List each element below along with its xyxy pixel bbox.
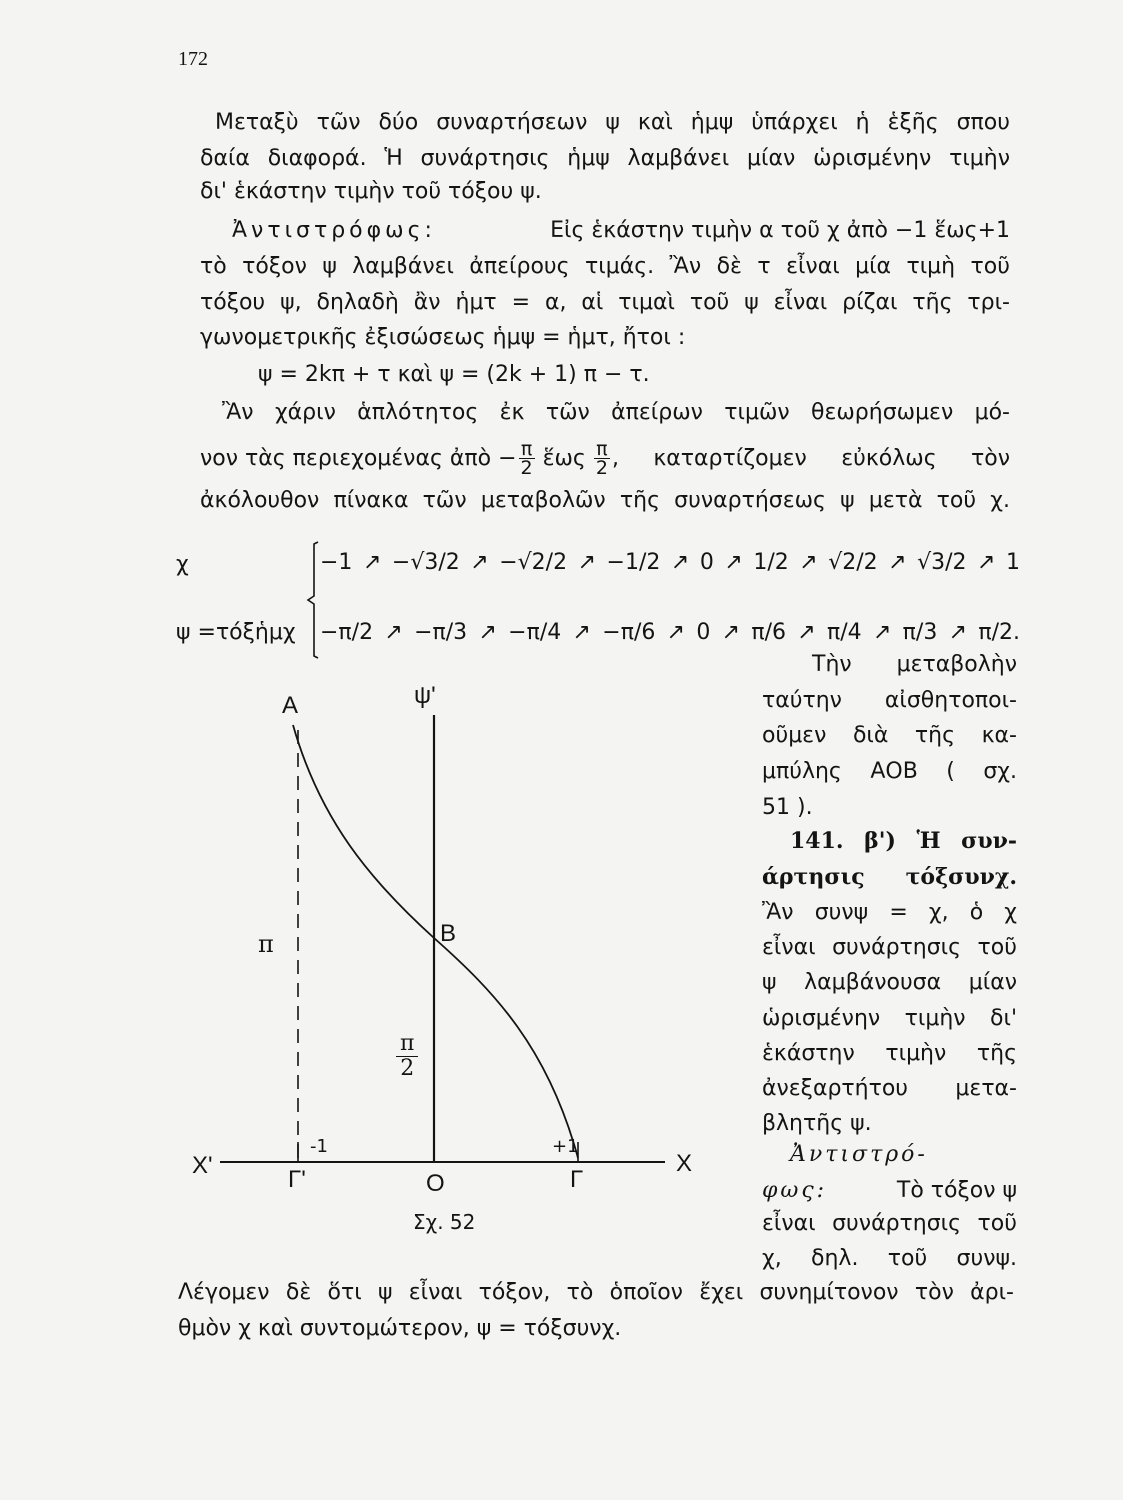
label-Gamma-prime: Γ' <box>288 1166 306 1193</box>
section-converse-term-b: φως: <box>762 1178 828 1203</box>
intro-line-2: δαία διαφορά. Ἡ συνάρτησις ἡμψ λαμβάνει μίαν ὡρισμένην τιμὴν <box>200 146 1010 171</box>
section-line-1: Ἂν συνψ = χ, ὁ χ <box>762 900 1017 925</box>
section-line-3: ψ λαμβάνουσα μίαν <box>762 970 1017 995</box>
converse-line-4: γωνομετρικῆς ἐξισώσεως ἡμψ = ἡμτ, ἤτοι : <box>200 325 686 350</box>
section-line-4: ὡρισμένην τιμὴν δι' <box>762 1006 1017 1031</box>
simplicity-line-2-b: ἕως <box>542 445 586 471</box>
table-x-label: χ <box>176 552 189 577</box>
label-pi: π <box>258 930 274 958</box>
label-plus1: +1 <box>552 1136 579 1157</box>
label-pi-half <box>396 1032 418 1081</box>
arccos-curve <box>293 725 578 1158</box>
pi-half-num: π <box>396 1032 418 1057</box>
side-line-3: οῦμεν διὰ τῆς κα- <box>762 723 1017 748</box>
section-converse-line-2: εἶναι συνάρτησις τοῦ <box>762 1211 1017 1236</box>
intro-line-3: δι' ἑκάστην τιμὴν τοῦ τόξου ψ. <box>200 179 542 204</box>
section-line-6: ἀνεξαρτήτου μετα- <box>762 1076 1017 1101</box>
table-psi-label: ψ =τόξἡμχ <box>176 620 296 645</box>
pi-half-fraction-1: $\frac{\pi}{2}$ <box>520 438 533 479</box>
converse-line-1-text: Εἰς ἑκάστην τιμὴν α τοῦ χ ἀπὸ −1 ἕως+1 <box>550 218 1010 243</box>
table-x-row: −1 ↗ −√3/2 ↗ −√2/2 ↗ −1/2 ↗ 0 ↗ 1/2 ↗ √2/2 ↗ √3/2 ↗ 1 <box>320 550 1020 575</box>
label-X: X <box>676 1150 693 1177</box>
simplicity-line-2-a: νον τὰς περιεχομένας ἀπὸ − <box>200 445 517 471</box>
label-A: A <box>282 692 299 719</box>
intro-line-1: Μεταξὺ τῶν δύο συναρτήσεων ψ καὶ ἡμψ ὑπάρχει ἡ ἑξῆς σπου <box>215 110 1010 135</box>
section-converse-line-3: χ, δηλ. τοῦ συνψ. <box>762 1246 1017 1271</box>
section-title-line-1: 141. β') Ἡ συν- <box>790 828 1017 854</box>
converse-line-2: τὸ τόξον ψ λαμβάνει ἀπείρους τιμάς. Ἂν δὲ τ εἶναι μία τιμὴ τοῦ <box>200 254 1010 279</box>
section-converse-rest: Τὸ τόξον ψ <box>896 1178 1017 1203</box>
table-brace <box>300 540 324 660</box>
side-line-2: ταύτην αἰσθητοποι- <box>762 688 1017 713</box>
simplicity-line-3: ἀκόλουθον πίνακα τῶν μεταβολῶν τῆς συναρτήσεως ψ μετὰ τοῦ χ. <box>200 488 1010 513</box>
pi-half-den: 2 <box>400 1056 415 1081</box>
figure-52 <box>180 670 740 1270</box>
label-B: B <box>440 920 457 947</box>
label-psi-prime: ψ' <box>414 682 436 709</box>
closing-line-2: θμὸν χ καὶ συντομώτερον, ψ = τόξσυνχ. <box>178 1316 622 1341</box>
converse-term: Ἀντιστρόφως: <box>232 218 436 243</box>
closing-line-1: Λέγομεν δὲ ὅτι ψ εἶναι τόξον, τὸ ὁποῖον ἔχει συνημίτονον τὸν ἀρι- <box>178 1280 1014 1305</box>
page-number: 172 <box>178 48 208 70</box>
converse-line-3: τόξου ψ, δηλαδὴ ἂν ἡμτ = α, αἱ τιμαὶ τοῦ ψ εἶναι ρίζαι τῆς τρι- <box>200 290 1010 315</box>
section-title-line-2: άρτησις τόξσυνχ. <box>762 864 1017 890</box>
section-line-7: βλητῆς ψ. <box>762 1111 872 1136</box>
formula: ψ = 2kπ + τ καὶ ψ = (2k + 1) π − τ. <box>258 362 650 387</box>
section-line-2: εἶναι συνάρτησις τοῦ <box>762 935 1017 960</box>
label-minus1: -1 <box>310 1136 328 1157</box>
figure-caption: Σχ. 52 <box>413 1210 476 1234</box>
simplicity-line-2 <box>200 440 1010 477</box>
label-X-prime: X' <box>192 1152 213 1179</box>
label-O: O <box>426 1170 445 1197</box>
section-converse-line <box>762 1178 1017 1203</box>
label-Gamma: Γ <box>570 1166 584 1193</box>
side-line-5: 51 ). <box>762 795 813 820</box>
section-line-5: ἑκάστην τιμὴν τῆς <box>762 1041 1017 1066</box>
table-psi-row: −π/2 ↗ −π/3 ↗ −π/4 ↗ −π/6 ↗ 0 ↗ π/6 ↗ π/4 ↗ π/3 ↗ π/2. <box>320 620 1020 645</box>
converse-line-1 <box>232 220 1010 242</box>
side-line-1: Τὴν μεταβολὴν <box>812 652 1017 677</box>
simplicity-line-1: Ἂν χάριν ἁπλότητος ἐκ τῶν ἀπείρων τιμῶν θεωρήσωμεν μό- <box>222 400 1010 425</box>
pi-half-fraction-2: $\frac{\pi}{2}$ <box>595 438 608 479</box>
section-converse-term-a: Ἀντιστρό- <box>790 1142 928 1167</box>
simplicity-line-2-c: , καταρτίζομεν εὐκόλως τὸν <box>611 445 1010 471</box>
side-line-4: μπύλης ΑΟΒ ( σχ. <box>762 759 1017 784</box>
